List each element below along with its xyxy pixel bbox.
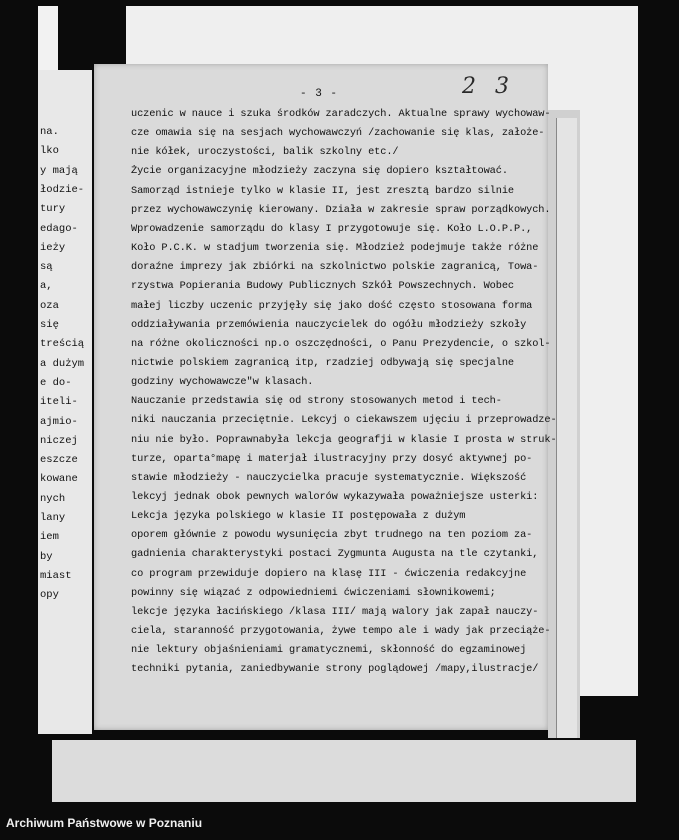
body-line: Lekcja języka polskiego w klasie II postępowała z dużym: [131, 510, 466, 523]
body-line: Nauczanie przedstawia się od strony stosowanych metod i tech-: [131, 395, 502, 408]
left-fragment-line: a,: [40, 280, 53, 293]
body-line: nictwie polskiem zagranicą itp, rzadziej odbywają się specjalne: [131, 356, 514, 369]
left-fragment-line: edago-: [40, 222, 78, 235]
body-line: przez wychowawczynię kierowany. Działa w zakresie spraw porządkowych.: [131, 203, 551, 216]
body-line: gadnienia charakterystyki postaci Zygmunta Augusta na tle czytanki,: [131, 548, 539, 561]
left-fragment-line: nych: [40, 492, 66, 505]
left-fragment-line: niczej: [40, 434, 78, 447]
left-fragment-line: lko: [40, 145, 59, 158]
body-line: turze, oparta°mapę i materjał ilustracyjny przy dosyć aktywnej po-: [131, 452, 533, 465]
body-line: lekcyj jednak obok pewnych walorów wykazywała poważniejsze usterki:: [131, 491, 539, 503]
left-fragment-line: y mają: [40, 164, 78, 177]
body-line: Życie organizacyjne młodzieży zaczyna się dopiero kształtować.: [131, 165, 508, 178]
body-line: niki nauczania przeciętnie. Lekcyj o ciekawszem ujęciu i przeprowadze-: [131, 414, 557, 427]
body-line: oddziaływania przemówienia nauczycielek do ogółu młodzieży szkoły: [131, 318, 527, 331]
left-fragment-line: eszcze: [40, 454, 78, 467]
left-fragment-line: się: [40, 319, 59, 331]
left-fragment-line: ieży: [40, 241, 66, 254]
body-line: małej liczby uczenic przyjęły się jako dość często stosowana forma: [131, 299, 533, 312]
body-line: powinny się wiązać z odpowiedniemi ćwiczeniami słownikowemi;: [131, 586, 496, 599]
body-line: oporem głównie z powodu wysunięcia zbyt trudnego na ten poziom za-: [131, 529, 533, 542]
body-line: co program przewiduje dopiero na klasę III - ćwiczenia redakcyjne: [131, 567, 527, 580]
body-line: lekcje języka łacińskiego /klasa III/ mają walory jak zapał nauczy-: [131, 605, 539, 618]
body-line: doraźne imprezy jak zbiórki na szkolnictwo polskie zagranicą, Towa-: [131, 261, 539, 274]
body-line: nie lektury objaśnieniami gramatycznemi, skłonność do egzaminowej: [131, 644, 527, 657]
body-line: rzystwa Popierania Budowy Publicznych Szkół Powszechnych. Wobec: [131, 280, 514, 293]
left-fragment-line: iteli-: [40, 396, 78, 409]
left-fragment-line: lany: [40, 512, 66, 524]
left-fragment-line: oza: [40, 299, 59, 312]
body-line: niu nie było. Poprawnabyła lekcja geografji w klasie I prosta w struk-: [131, 433, 557, 446]
body-line: Koło P.C.K. w stadjum tworzenia się. Młodzież podejmuje także różne: [131, 242, 539, 255]
body-line: techniki pytania, zaniedbywanie strony poglądowej /mapy,ilustracje/: [131, 663, 539, 676]
left-fragment-line: iem: [40, 531, 59, 544]
bottom-sheet-strip: [52, 740, 636, 802]
body-line: Wprowadzenie samorządu do klasy I przygotowuje się. Koło L.O.P.P.,: [131, 222, 533, 235]
left-fragment-line: miast: [40, 569, 72, 582]
body-line: cze omawia się na sesjach wychowawczyń /zachowanie się klas, założe-: [131, 127, 545, 140]
left-fragment-line: łodzie-: [40, 183, 85, 196]
left-fragment-line: na.: [40, 126, 59, 138]
left-fragment-line: tury: [40, 203, 66, 216]
left-fragment-line: kowane: [40, 473, 78, 486]
body-line: uczenic w nauce i szuka środków zaradczych. Aktualne sprawy wychowaw-: [131, 108, 551, 120]
left-fragment-line: ajmio-: [40, 415, 78, 428]
body-line: godziny wychowawcze"w klasach.: [131, 376, 314, 389]
left-sheet-top-edge: [38, 6, 58, 72]
body-line: nie kółek, uroczystości, balik szkolny etc./: [131, 146, 399, 159]
archive-caption: Archiwum Państwowe w Poznaniu: [6, 816, 203, 830]
handwritten-page-annotation: 2 3: [462, 74, 515, 99]
page-stack-edge-inner: [556, 118, 577, 738]
left-fragment-line: są: [40, 261, 53, 274]
left-fragment-line: by: [40, 550, 53, 563]
page-number: - 3 -: [300, 88, 339, 100]
body-line: Samorząd istnieje tylko w klasie II, jest zresztą bardzo silnie: [131, 184, 514, 197]
body-line: na różne okoliczności np.o oszczędności, o Panu Prezydencie, o szkol-: [131, 337, 551, 350]
left-fragment-line: a dużym: [40, 357, 85, 370]
left-fragment-line: treścią: [40, 338, 85, 351]
left-fragment-line: e do-: [40, 376, 72, 389]
body-line: stawie młodzieży - nauczycielka pracuje systematycznie. Większość: [131, 471, 527, 484]
body-line: ciela, staranność przygotowania, żywe tempo ale i wady jak przeciąże-: [131, 625, 551, 638]
left-fragment-line: opy: [40, 589, 59, 602]
